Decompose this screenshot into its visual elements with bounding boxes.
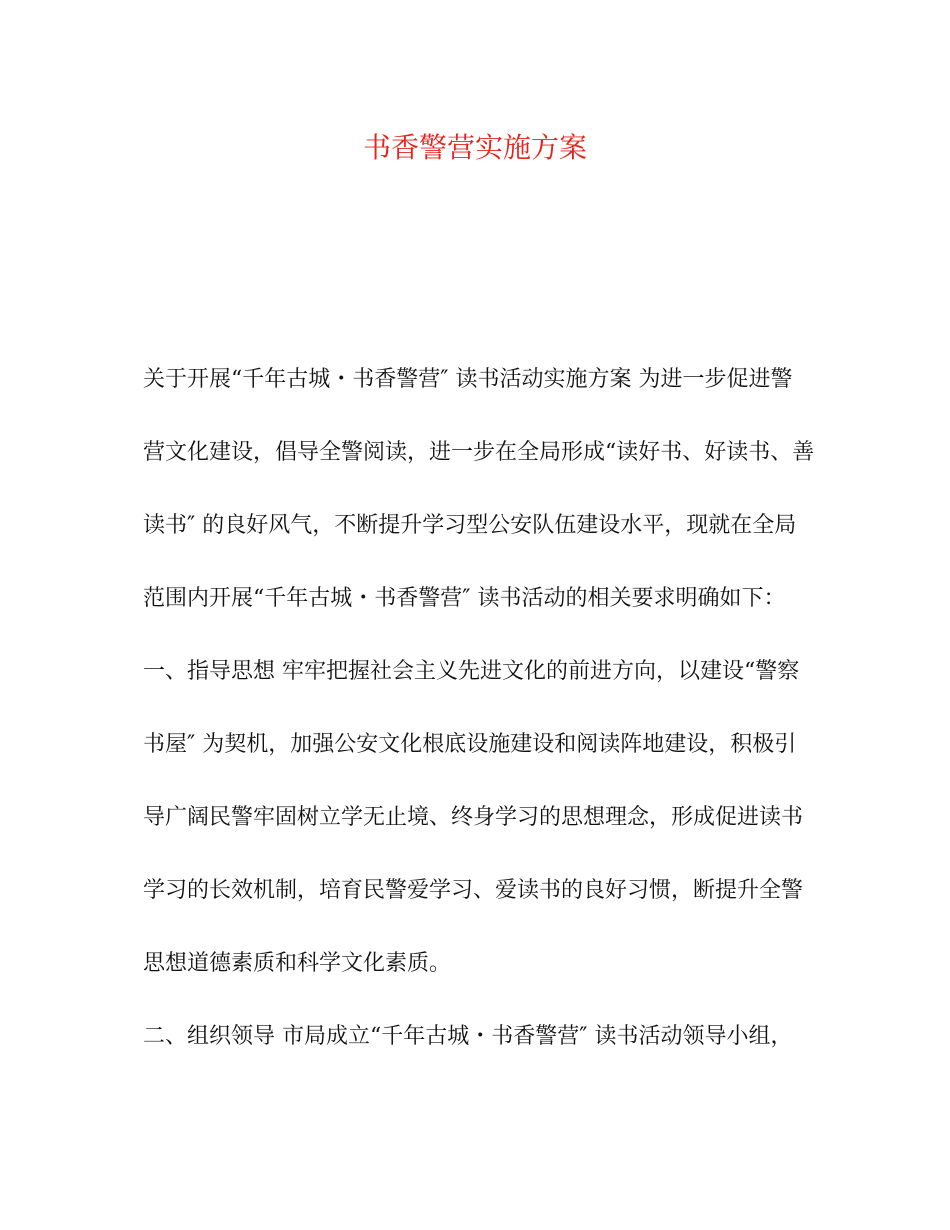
- paragraph-line: 二、组织领导 市局成立“千年古城・书香警营″ 读书活动领导小组，: [143, 1024, 793, 1049]
- paragraph-line: 范围内开展“千年古城・书香警营″ 读书活动的相关要求明确如下：: [143, 586, 786, 611]
- paragraph-line: 导广阔民警牢固树立学无止境、终身学习的思想理念，形成促进读书: [143, 805, 804, 830]
- document-body: [143, 352, 813, 1082]
- paragraph-line: 书屋″ 为契机，加强公安文化根底设施建设和阅读阵地建设，积极引: [143, 732, 797, 757]
- paragraph-line: 关于开展“千年古城・书香警营″ 读书活动实施方案 为进一步促进警: [143, 367, 793, 392]
- paragraph-line: 营文化建设，倡导全警阅读，进一步在全局形成“读好书、好读书、善: [143, 440, 815, 465]
- paragraph-line: 学习的长效机制，培育民警爱学习、爱读书的良好习惯，断提升全警: [143, 878, 804, 903]
- paragraph-line: 读书″ 的良好风气，不断提升学习型公安队伍建设水平，现就在全局: [143, 513, 797, 538]
- document-title: 书香警营实施方案: [362, 131, 587, 164]
- paragraph-line: 思想道德素质和科学文化素质。: [143, 951, 452, 976]
- paragraph-line: 一、指导思想 牢牢把握社会主义先进文化的前进方向，以建设“警察: [143, 659, 800, 684]
